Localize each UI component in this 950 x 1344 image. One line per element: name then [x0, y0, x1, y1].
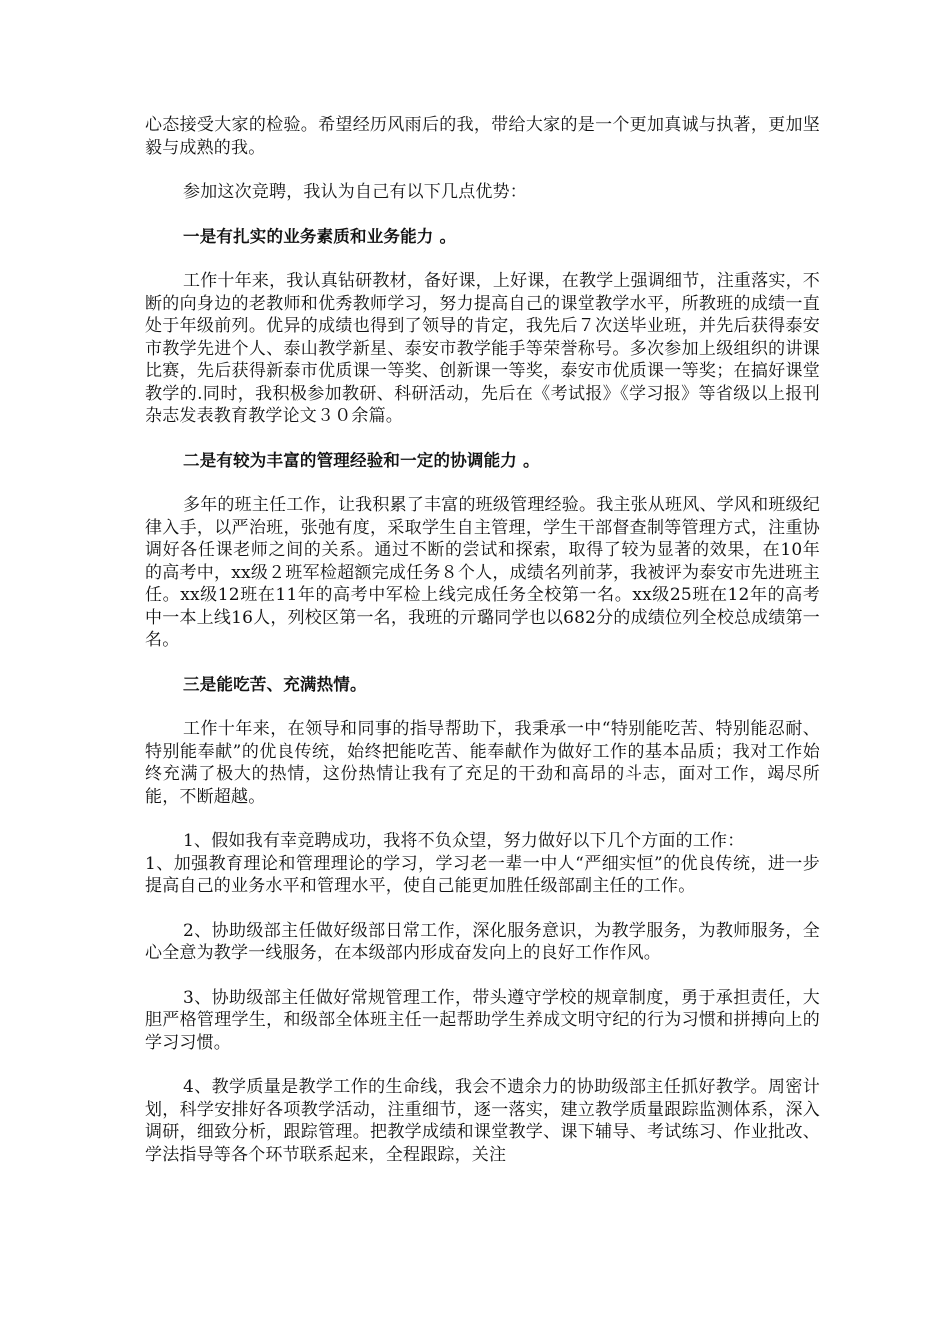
heading-advantage-2: 二是有较为丰富的管理经验和一定的协调能力 。	[183, 450, 540, 470]
document-body	[145, 114, 820, 1188]
paragraph-plan-item-4: 4、教学质量是教学工作的生命线，我会不遗余力的协助级部主任抓好教学。周密计划，科学安排好各项教学活动，注重细节，逐一落实，建立教学质量跟踪监测体系，深入调研，细致分析，跟踪管理。把教学成绩和课堂教学、课下辅导、考试练习、作业批改、学法指导等各个环节联系起来，全程跟踪，关注	[145, 1077, 820, 1165]
paragraph-advantages-intro: 参加这次竞聘，我认为自己有以下几点优势：	[183, 182, 527, 202]
paragraph-plan-item-3: 3、协助级部主任做好常规管理工作，带头遵守学校的规章制度，勇于承担责任，大胆严格管理学生，和级部全体班主任一起帮助学生养成文明守纪的行为习惯和拼搏向上的学习习惯。	[145, 987, 820, 1053]
paragraph-plan-item-2: 2、协助级部主任做好级部日常工作，深化服务意识，为教学服务，为教师服务，全心全意为教学一线服务，在本级部内形成奋发向上的良好工作作风。	[145, 920, 820, 963]
paragraph-intro-continuation: 心态接受大家的检验。希望经历风雨后的我，带给大家的是一个更加真诚与执著，更加坚毅与成熟的我。	[145, 115, 820, 158]
paragraph-enthusiasm: 工作十年来，在领导和同事的指导帮助下，我秉承一中“特别能吃苦、特别能忍耐、特别能奉献”的优良传统，始终把能吃苦、能奉献作为做好工作的基本品质；我对工作始终充满了极大的热情，这份热情让我有了充足的干劲和高昂的斗志，面对工作，竭尽所能，不断超越。	[145, 719, 820, 807]
paragraph-management-experience: 多年的班主任工作，让我积累了丰富的班级管理经验。我主张从班风、学风和班级纪律入手，以严治班，张弛有度，采取学生自主管理，学生干部督查制等管理方式，注重协调好各任课老师之间的关系。通过不断的尝试和探索，取得了较为显著的效果，在10年的高考中，xx级２班军检超额完成任务８个人，成绩名列前茅，我被评为泰安市先进班主任。xx级12班在11年的高考中军检上线完成任务全校第一名。xx级25班在12年的高考中一本上线16人，列校区第一名，我班的亓璐同学也以682分的成绩位列全校总成绩第一名。	[145, 495, 820, 650]
heading-advantage-3: 三是能吃苦、充满热情。	[183, 674, 367, 694]
paragraph-plan-item-1: 1、加强教育理论和管理理论的学习，学习老一辈一中人“严细实恒”的优良传统，进一步提高自己的业务水平和管理水平，使自己能更加胜任级部副主任的工作。	[145, 853, 820, 896]
paragraph-teaching-experience: 工作十年来，我认真钻研教材，备好课，上好课，在教学上强调细节，注重落实，不断的向身边的老教师和优秀教师学习，努力提高自己的课堂教学水平，所教班的成绩一直处于年级前列。优异的成绩也得到了领导的肯定，我先后７次送毕业班，并先后获得泰安市教学先进个人、泰山教学新星、泰安市教学能手等荣誉称号。多次参加上级组织的讲课比赛，先后获得新泰市优质课一等奖、创新课一等奖，泰安市优质课一等奖；在搞好课堂教学的.同时，我积极参加教研、科研活动，先后在《考试报》《学习报》等省级以上报刊杂志发表教育教学论文３０余篇。	[145, 271, 820, 426]
heading-advantage-1: 一是有扎实的业务素质和业务能力 。	[183, 226, 457, 246]
paragraph-work-plan-intro: 1、假如我有幸竞聘成功，我将不负众望，努力做好以下几个方面的工作：	[183, 831, 745, 851]
